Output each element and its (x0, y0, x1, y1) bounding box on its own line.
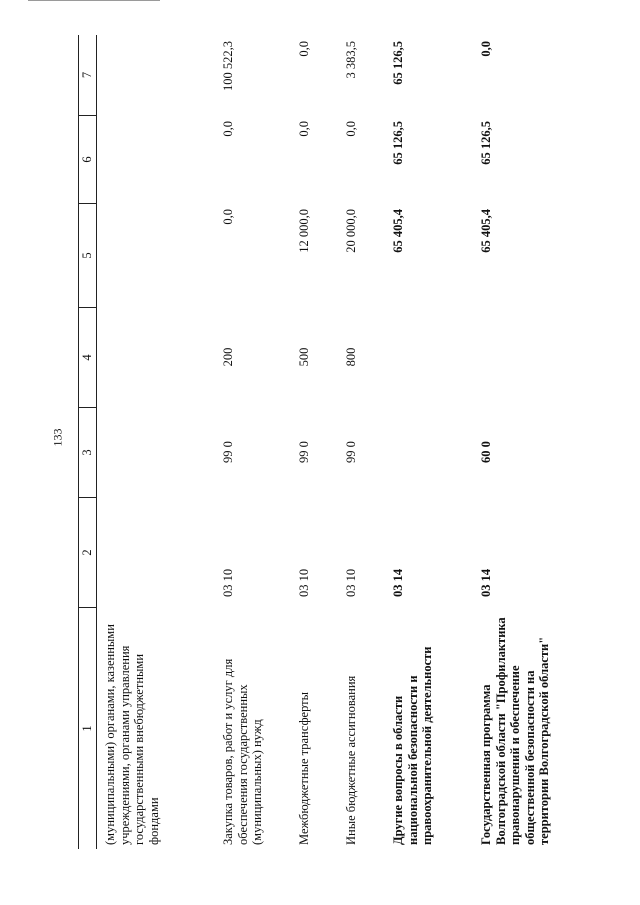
col-header-3: 3 (79, 407, 96, 497)
row-value-7: 3 383,5 (344, 41, 358, 79)
row-type (391, 307, 463, 407)
row-program: 99 0 (221, 441, 235, 463)
budget-table (78, 35, 619, 849)
row-value-7: 65 126,5 (391, 41, 405, 85)
row-value-5 (103, 203, 187, 307)
row-code (103, 497, 187, 607)
col-header-5: 5 (79, 203, 96, 307)
row-value-5: 12 000,0 (297, 209, 311, 253)
row-type: 200 (221, 347, 235, 367)
row-value-5: 65 405,4 (391, 209, 405, 253)
row-value-5: 65 405,4 (479, 209, 493, 253)
row-name: Государственная программа Волгоградской области "Профилактика правонарушений и обеспечение общественной безопасности на территории Волгоградской области" (479, 617, 551, 845)
row-name: Закупка товаров, работ и услуг для обеспечения государственных (муниципальных) нужд (221, 658, 264, 845)
row-value-6: 0,0 (297, 121, 311, 137)
table-row (297, 35, 327, 849)
row-code: 03 14 (479, 568, 493, 597)
row-program: 99 0 (297, 441, 311, 463)
row-value-6: 0,0 (221, 121, 235, 137)
table-row (344, 35, 374, 849)
row-value-6: 0,0 (344, 121, 358, 137)
row-value-6: 65 126,5 (391, 121, 405, 165)
row-type (479, 307, 609, 407)
row-program (103, 407, 187, 497)
row-code: 03 10 (221, 568, 235, 597)
col-header-7: 7 (80, 71, 94, 79)
row-type: 500 (297, 347, 311, 367)
row-code: 03 14 (391, 568, 405, 597)
row-code: 03 10 (344, 568, 358, 597)
col-header-6: 6 (79, 115, 96, 203)
row-program: 60 0 (479, 441, 493, 463)
row-value-6: 65 126,5 (479, 121, 493, 165)
table-row (391, 35, 463, 849)
col-header-2: 2 (79, 497, 96, 607)
row-name: Межбюджетные трансферты (297, 691, 311, 845)
row-program (391, 407, 463, 497)
row-value-7: 0,0 (479, 41, 493, 57)
row-type (103, 307, 187, 407)
row-value-7: 0,0 (297, 41, 311, 57)
row-value-7: 100 522,3 (221, 41, 235, 91)
row-code: 03 10 (297, 568, 311, 597)
row-value-7 (103, 35, 187, 115)
row-type: 800 (344, 347, 358, 367)
row-name: Другие вопросы в области национальной безопасности и правоохранительной деятельности (391, 646, 434, 845)
table-header-row (79, 35, 97, 849)
page-number: 133 (50, 428, 65, 447)
row-name: (муниципальными) органами, казенными учреждениями, органами управления государственными внебюджетными фондами (103, 624, 161, 845)
col-header-1: 1 (79, 607, 96, 849)
row-name: Иные бюджетные ассигнования (344, 675, 358, 845)
table-row (479, 35, 609, 849)
table-row (103, 35, 187, 849)
col-header-4: 4 (79, 307, 96, 407)
row-value-6 (103, 115, 187, 203)
row-value-5: 0,0 (221, 209, 235, 225)
row-value-5: 20 000,0 (344, 209, 358, 253)
row-program: 99 0 (344, 441, 358, 463)
table-row (221, 35, 279, 849)
